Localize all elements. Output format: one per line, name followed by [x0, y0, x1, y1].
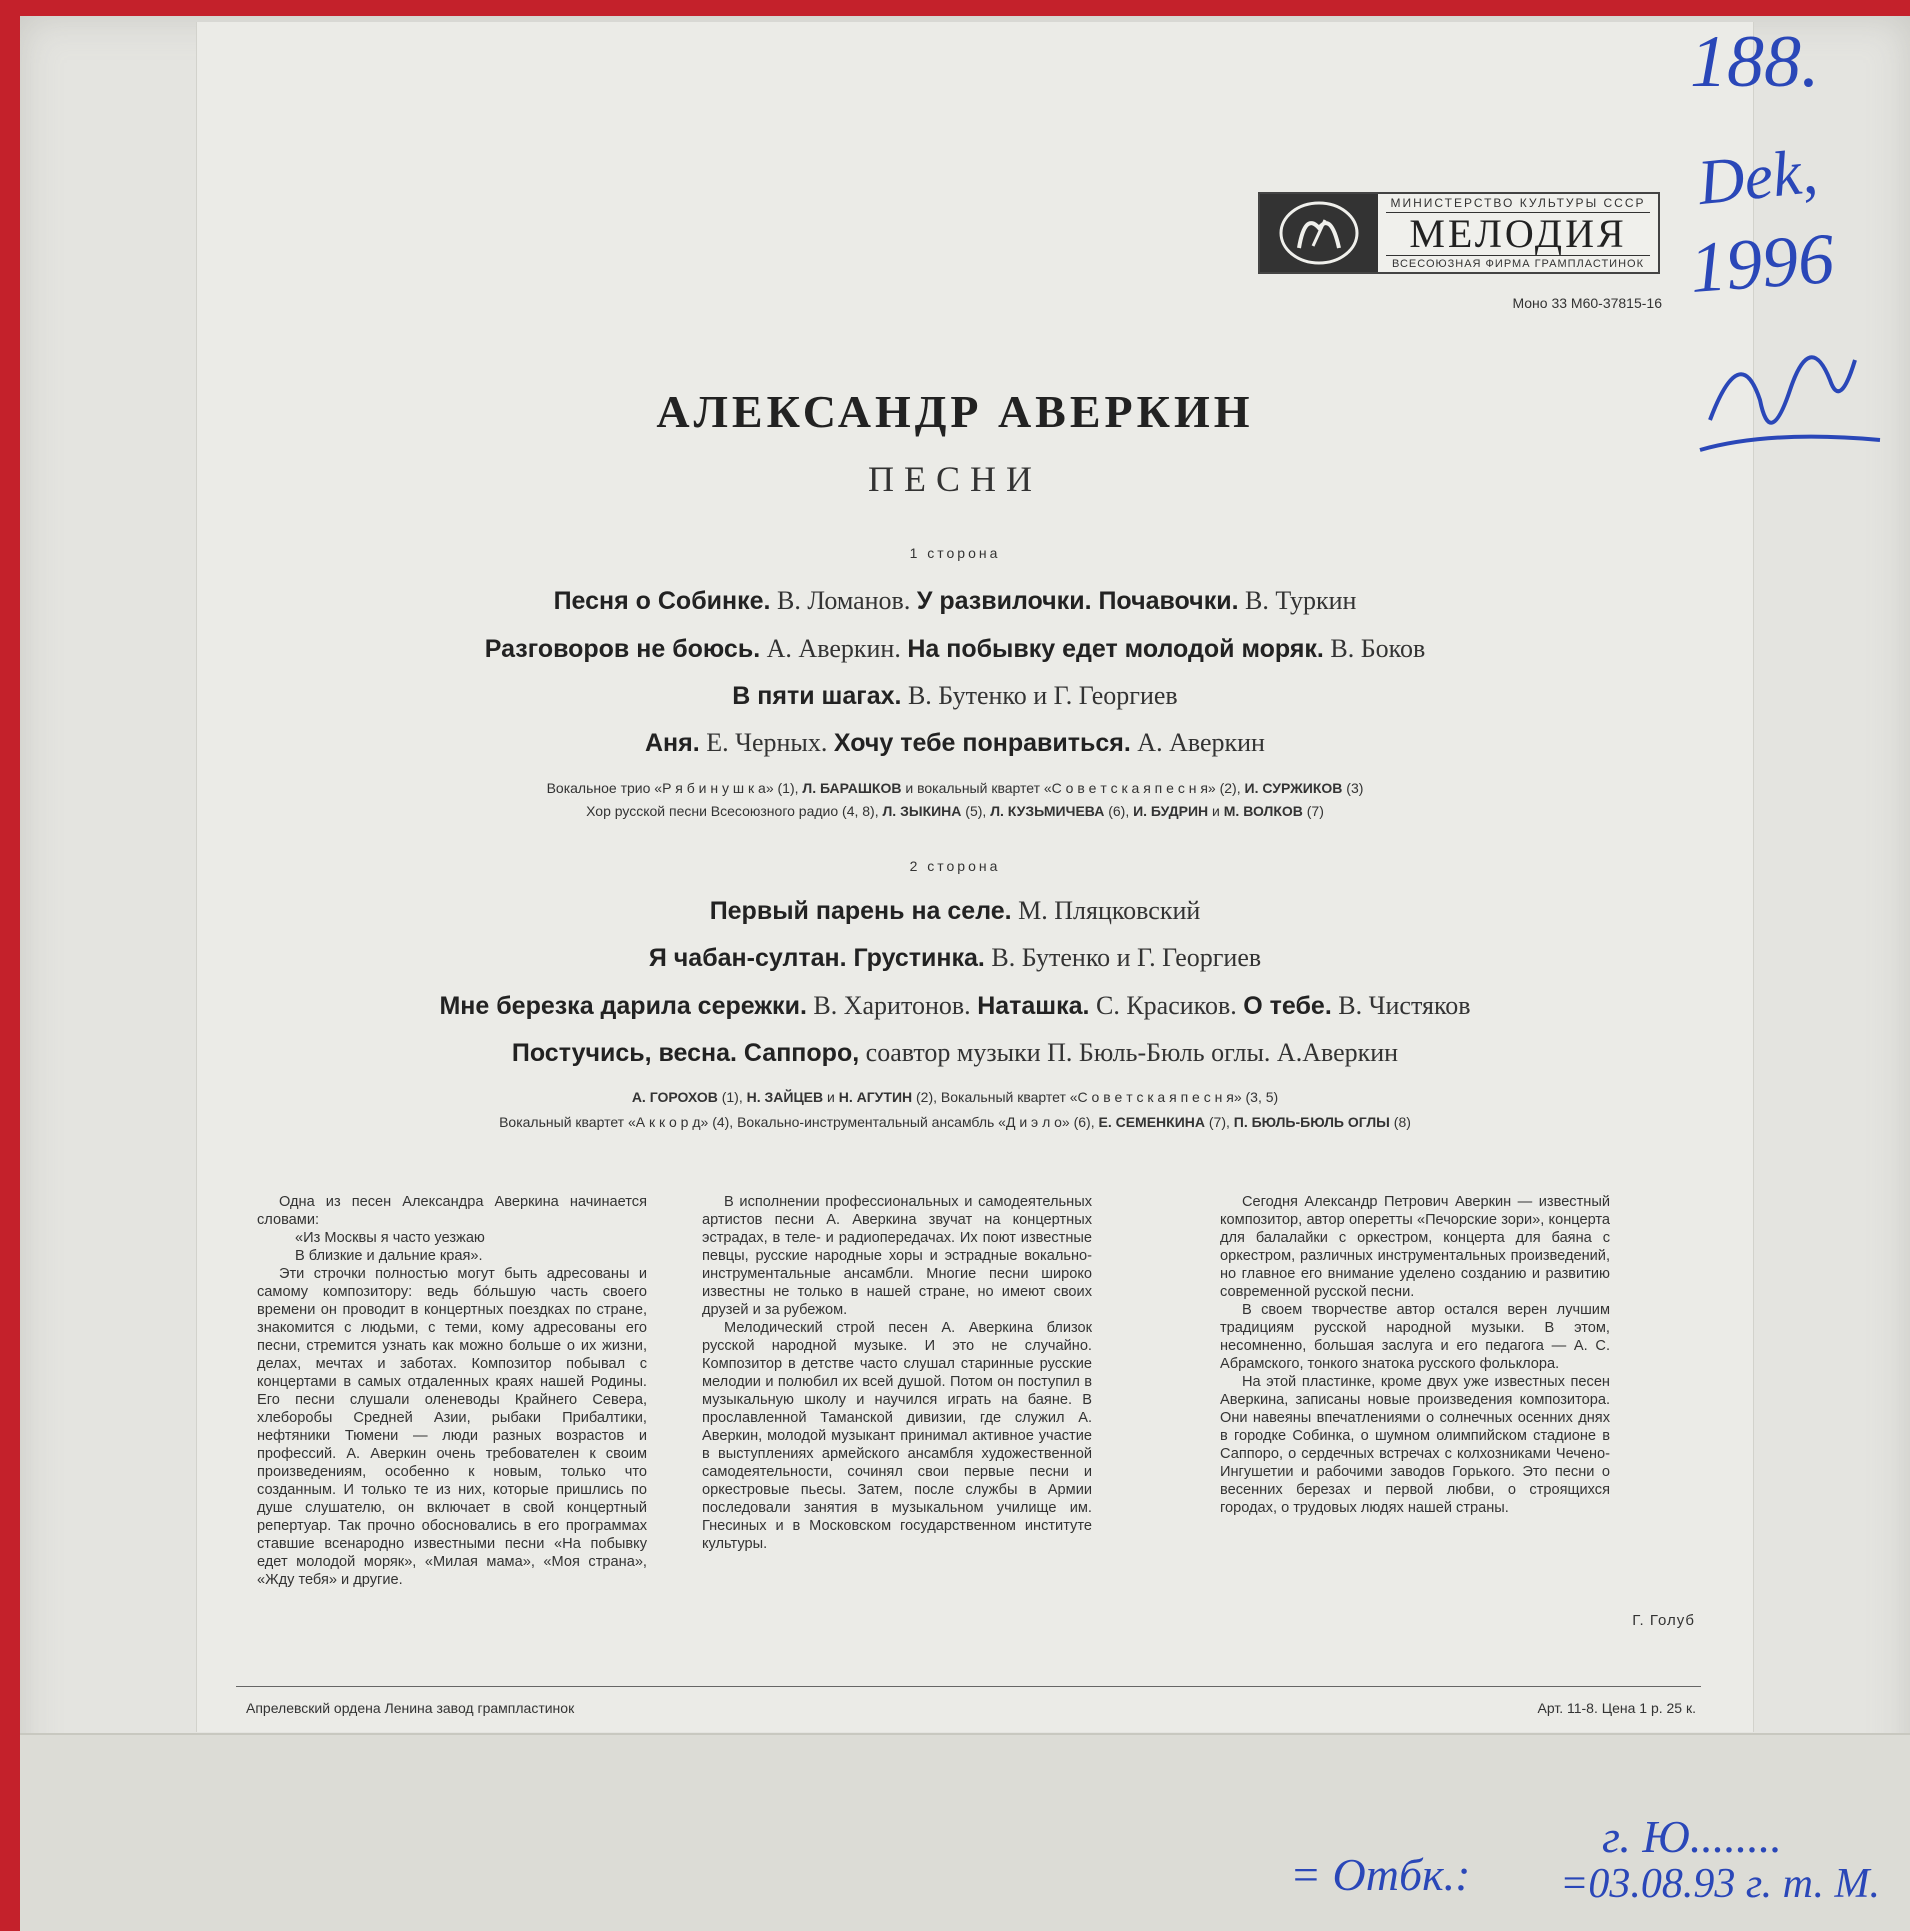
bold-text: Л. КУЗЬМИЧЕВА: [990, 803, 1105, 819]
handwritten-note-top: г. Ю........: [1602, 1811, 1782, 1862]
notes-paragraph: Мелодический строй песен А. Аверкина близок русской народной музыке. И это не случайно. Композитор в детстве часто слушал старинные русские мелодии и полюбил их всей душой. Потом он поступил в музыкальную школу и научился играть на баяне. В прославленной Таманской дивизии, где служил А. Аверкин, молодой музыкант принимал активное участие в выступлениях армейского ансамбля художественной самодеятельности, сочинял свои первые песни и оркестровые пьесы. Затем, после службы в Армии последовали занятия в музыкальном училище им. Гнесиных и в Московском государственном институте культуры.: [702, 1320, 1092, 1552]
text-segment: В. Боков: [1323, 634, 1426, 663]
side-1-track-line: [230, 681, 1680, 711]
side-2-track-line: [230, 991, 1680, 1021]
text-segment: В. Туркин: [1238, 586, 1357, 615]
album-artist: АЛЕКСАНДР АВЕРКИН: [656, 386, 1254, 437]
text-segment: В. Бутенко и Г. Георгиев: [901, 681, 1178, 710]
notes-paragraph: В исполнении профессиональных и самодеятельных артистов песни А. Аверкина звучат на концертных эстрадах, в теле- и радиопередачах. Их поют известные певцы, русские народные хоры и эстрадные вокально-инструментальные ансамбли. Многие песни широко известны не только в нашей стране, но имеют своих друзей и за рубежом.: [702, 1194, 1092, 1318]
side-2-track-line: [230, 1038, 1680, 1068]
price: Арт. 11-8. Цена 1 р. 25 к.: [1537, 1700, 1696, 1716]
text-segment: соавтор музыки П. Бюль-Бюль оглы. А.Аверкин: [859, 1038, 1399, 1067]
manufacturer: Апрелевский ордена Ленина завод грампластинок: [246, 1700, 575, 1716]
bold-text: Постучись, весна. Саппоро,: [511, 1039, 860, 1067]
bold-text: О тебе.: [1243, 992, 1332, 1020]
bold-text: Н. АГУТИН: [838, 1089, 913, 1105]
liner-notes-column-1: [257, 1193, 647, 1589]
bold-text: П. БЮЛЬ-БЮЛЬ ОГЛЫ: [1233, 1114, 1390, 1130]
bold-text: Аня.: [645, 729, 700, 757]
side-1-track-line: [230, 586, 1680, 616]
handwritten-year: 1996: [1687, 218, 1837, 308]
text-segment: Вокальное трио «Р я б и н у ш к а» (1),: [546, 780, 803, 796]
side-1-track-line: [230, 728, 1680, 758]
text-segment: (8): [1389, 1114, 1411, 1130]
handwritten-word: Dek,: [1694, 134, 1821, 219]
liner-notes-column-2: [702, 1193, 1092, 1553]
liner-notes-column-3: [1220, 1193, 1610, 1517]
notes-signature: Г. Голуб: [1632, 1612, 1695, 1629]
catalog-number: Моно 33 М60-37815-16: [1512, 295, 1662, 311]
bold-text: Л. БАРАШКОВ: [802, 780, 902, 796]
bold-text: Н. ЗАЙЦЕВ: [746, 1089, 824, 1105]
text-segment: А. Аверкин: [1130, 728, 1265, 757]
text-segment: А. Аверкин.: [760, 634, 908, 663]
bold-text: Разговоров не боюсь.: [484, 635, 761, 663]
bold-text: В пяти шагах.: [732, 682, 902, 710]
side-1-label: 1 сторона: [909, 545, 1001, 561]
text-segment: Вокальный квартет «А к к о р д» (4), Вокально-инструментальный ансамбль «Д и э л о» (6),: [499, 1114, 1099, 1130]
text-segment: (3): [1342, 780, 1364, 796]
side-1-performers: [230, 780, 1680, 796]
notes-paragraph: Эти строчки полностью могут быть адресованы и самому композитору: ведь бо́льшую часть своего времени он проводит в концертных поездках по стране, знакомится с людьми, с теми, кому адресованы его песни, стремится узнать как можно больше о их жизни, делах, мечтах и заботах. Композитор побывал с концертами в самых отдаленных краях нашей Родины. Его песни слушали оленеводы Крайнего Севера, хлеборобы Средней Азии, рыбаки Прибалтики, нефтяники Тюмени — люди разных возрастов и профессий. А. Аверкин очень требователен к своим произведениям, особенно к новым, только что созданным. И только те из них, которые пришлись по душе слушателю, он включает в свой концертный репертуар. Так прочно обосновались в его программах ставшие всенародно известными песни «На побывку едет молодой моряк», «Милая мама», «Моя страна», «Жду тебя» и другие.: [257, 1266, 647, 1588]
text-segment: и: [823, 1089, 839, 1105]
text-segment: (2), Вокальный квартет «С о в е т с к а я п е с н я» (3, 5): [912, 1089, 1279, 1105]
bold-text: Мне березка дарила сережки.: [439, 992, 807, 1020]
melodiya-logo: [1258, 192, 1660, 274]
side-2-track-line: [230, 943, 1680, 973]
handwritten-note-left: = Отбк.:: [1290, 1849, 1471, 1900]
melodiya-mark-icon: [1260, 194, 1378, 272]
side-2-performers: [230, 1089, 1680, 1105]
footer-divider: [236, 1686, 1701, 1687]
handwritten-number: 188.: [1690, 21, 1820, 103]
text-segment: В. Чистяков: [1331, 991, 1471, 1020]
notes-paragraph: На этой пластинке, кроме двух уже известных песен Аверкина, записаны новые произведения композитора. Они навеяны впечатлениями о солнечных осенних днях в городке Собинка, о шумном олимпийском стадионе в Саппоро, о сердечных встречах с колхозниками Чечено-Ингушетии и рабочими заводов Горького. Это песни о весенних березах и первой любви, о строящихся городах, о трудовых людях нашей страны.: [1220, 1374, 1610, 1516]
notes-paragraph: Сегодня Александр Петрович Аверкин — известный композитор, автор оперетты «Печорские зори», концерта для балалайки с оркестром, концерта для баяна с оркестром, различных инструментальных произведений, но главное его внимание уделено созданию и развитию современной русской песни.: [1220, 1194, 1610, 1300]
bold-text: М. ВОЛКОВ: [1223, 803, 1303, 819]
text-segment: (1),: [717, 1089, 747, 1105]
logo-text: [1378, 194, 1658, 272]
handwritten-note-right: =03.08.93 г. т. М.: [1560, 1861, 1881, 1907]
bold-text: Е. СЕМЕНКИНА: [1098, 1114, 1205, 1130]
side-1-performers: [230, 803, 1680, 819]
notes-quote: «Из Москвы я часто уезжаю: [295, 1230, 485, 1246]
bold-text: Первый парень на селе.: [709, 897, 1012, 925]
text-segment: (5),: [961, 803, 991, 819]
bold-text: Хочу тебе понравиться.: [833, 729, 1131, 757]
bold-text: Наташка.: [977, 992, 1090, 1020]
text-segment: М. Пляцковский: [1011, 896, 1201, 925]
text-segment: и: [1208, 803, 1224, 819]
bold-text: А. ГОРОХОВ: [631, 1089, 718, 1105]
album-title: ПЕСНИ: [868, 459, 1042, 499]
handwritten-signature-icon: [1680, 300, 1890, 490]
text-segment: (7),: [1205, 1114, 1234, 1130]
text-segment: С. Красиков.: [1089, 991, 1244, 1020]
text-segment: В. Бутенко и Г. Георгиев: [984, 943, 1262, 972]
text-segment: Е. Черных.: [699, 728, 834, 757]
bold-text: У развилочки. Почавочки.: [916, 587, 1239, 615]
logo-ministry: МИНИСТЕРСТВО КУЛЬТУРЫ СССР: [1386, 196, 1650, 213]
side-2-performers: [230, 1114, 1680, 1130]
text-segment: В. Ломанов.: [770, 586, 917, 615]
bold-text: Песня о Собинке.: [553, 587, 771, 615]
side-2-label: 2 сторона: [909, 858, 1001, 874]
text-segment: (6),: [1104, 803, 1134, 819]
text-segment: Хор русской песни Всесоюзного радио (4, 8),: [586, 803, 883, 819]
bold-text: На побывку едет молодой моряк.: [907, 635, 1324, 663]
text-segment: В. Харитонов.: [806, 991, 978, 1020]
side-2-track-line: [230, 896, 1680, 926]
notes-quote: В близкие и дальние края».: [295, 1248, 483, 1264]
notes-paragraph: В своем творчестве автор остался верен лучшим традициям русской народной музыки. В этом, несомненно, большая заслуга и его педагога — А. С. Абрамского, тонкого знатока русского фольклора.: [1220, 1302, 1610, 1372]
text-segment: (7): [1302, 803, 1324, 819]
side-1-track-line: [230, 634, 1680, 664]
bold-text: И. СУРЖИКОВ: [1244, 780, 1343, 796]
notes-paragraph: Одна из песен Александра Аверкина начинается словами:: [257, 1194, 647, 1228]
logo-firm: ВСЕСОЮЗНАЯ ФИРМА ГРАМПЛАСТИНОК: [1386, 255, 1650, 270]
logo-brand: МЕЛОДИЯ: [1409, 211, 1627, 256]
text-segment: и вокальный квартет «С о в е т с к а я п е с н я» (2),: [901, 780, 1245, 796]
bold-text: Л. ЗЫКИНА: [882, 803, 962, 819]
bold-text: И. БУДРИН: [1133, 803, 1209, 819]
bold-text: Я чабан-султан. Грустинка.: [648, 944, 985, 972]
